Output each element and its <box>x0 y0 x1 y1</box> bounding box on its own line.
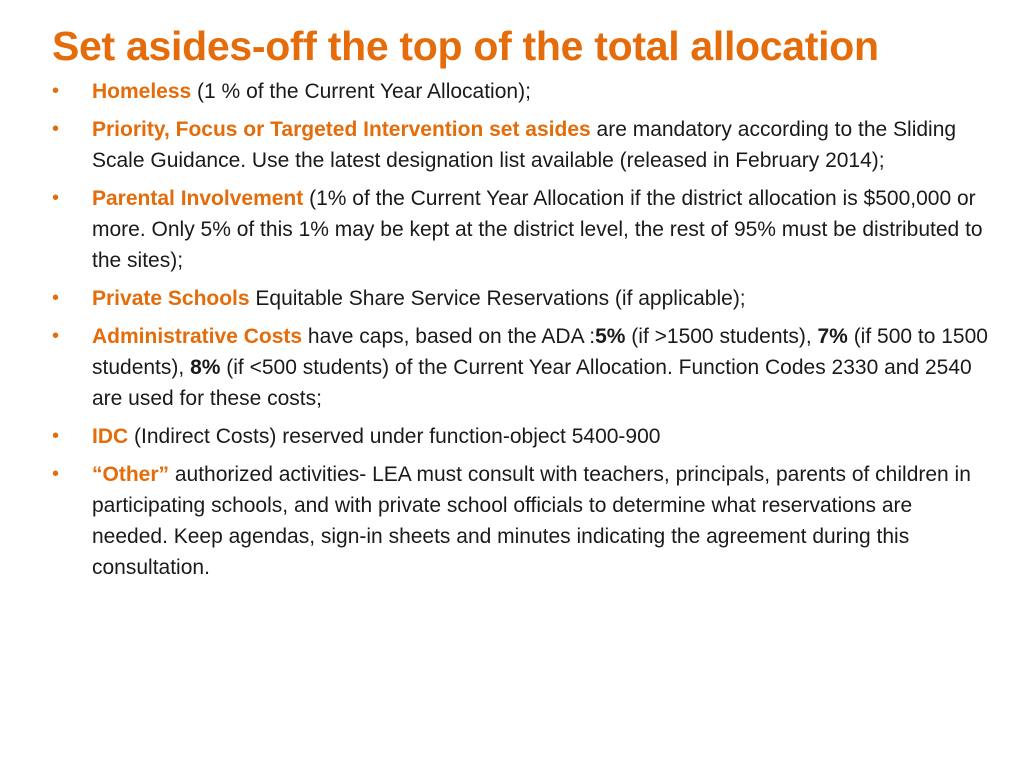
bullet-list <box>52 76 994 583</box>
item-highlight: Private Schools <box>92 286 250 310</box>
item-text: have caps, based on the ADA : <box>302 324 596 348</box>
item-highlight: Priority, Focus or Targeted Intervention set asides <box>92 117 591 141</box>
item-text: (if <500 students) of the Current Year Allocation. Function Codes 2330 and 2540 are used for these costs; <box>92 355 972 410</box>
list-item-idc <box>52 421 992 452</box>
list-item-other <box>52 459 992 583</box>
item-text: (if 500 to 1500 students), <box>92 324 988 379</box>
bullet-icon: • <box>52 117 60 140</box>
list-item-administrative <box>52 321 992 414</box>
bullet-icon: • <box>52 79 60 102</box>
slide-title: Set asides-off the top of the total allocation <box>52 23 879 69</box>
item-text: (Indirect Costs) reserved under function-object 5400-900 <box>128 424 661 448</box>
item-highlight: Homeless <box>92 79 192 103</box>
cap-5-percent: 5% <box>595 324 626 348</box>
item-highlight: IDC <box>92 424 129 448</box>
item-text: (if >1500 students), <box>625 324 818 348</box>
list-item-homeless <box>52 76 992 107</box>
item-text: (1 % of the Current Year Allocation); <box>191 79 531 103</box>
bullet-icon: • <box>52 186 60 209</box>
list-item-private-schools <box>52 283 992 314</box>
list-item-parental <box>52 183 992 276</box>
item-highlight: Administrative Costs <box>92 324 303 348</box>
item-text: authorized activities- LEA must consult with teachers, principals, parents of children in participating schools, and with private school officials to determine what reservations are needed. Keep agendas, sign-in sheets and minutes indicating the agreement during this consultation. <box>92 462 971 579</box>
item-text: Equitable Share Service Reservations (if applicable); <box>249 286 746 310</box>
bullet-icon: • <box>52 424 60 447</box>
bullet-icon: • <box>52 462 60 485</box>
cap-8-percent: 8% <box>190 355 221 379</box>
item-text: (1% of the Current Year Allocation if the district allocation is $500,000 or more. Only 5% of this 1% may be kept at the district level, the rest of 95% must be distributed to the sites); <box>92 186 983 272</box>
bullet-icon: • <box>52 324 60 347</box>
list-item-priority <box>52 114 992 176</box>
item-highlight: Parental Involvement <box>92 186 304 210</box>
bullet-icon: • <box>52 286 60 309</box>
cap-7-percent: 7% <box>817 324 848 348</box>
item-text: are mandatory according to the Sliding Scale Guidance. Use the latest designation list available (released in February 2014); <box>92 117 957 172</box>
item-highlight: “Other” <box>92 462 170 486</box>
